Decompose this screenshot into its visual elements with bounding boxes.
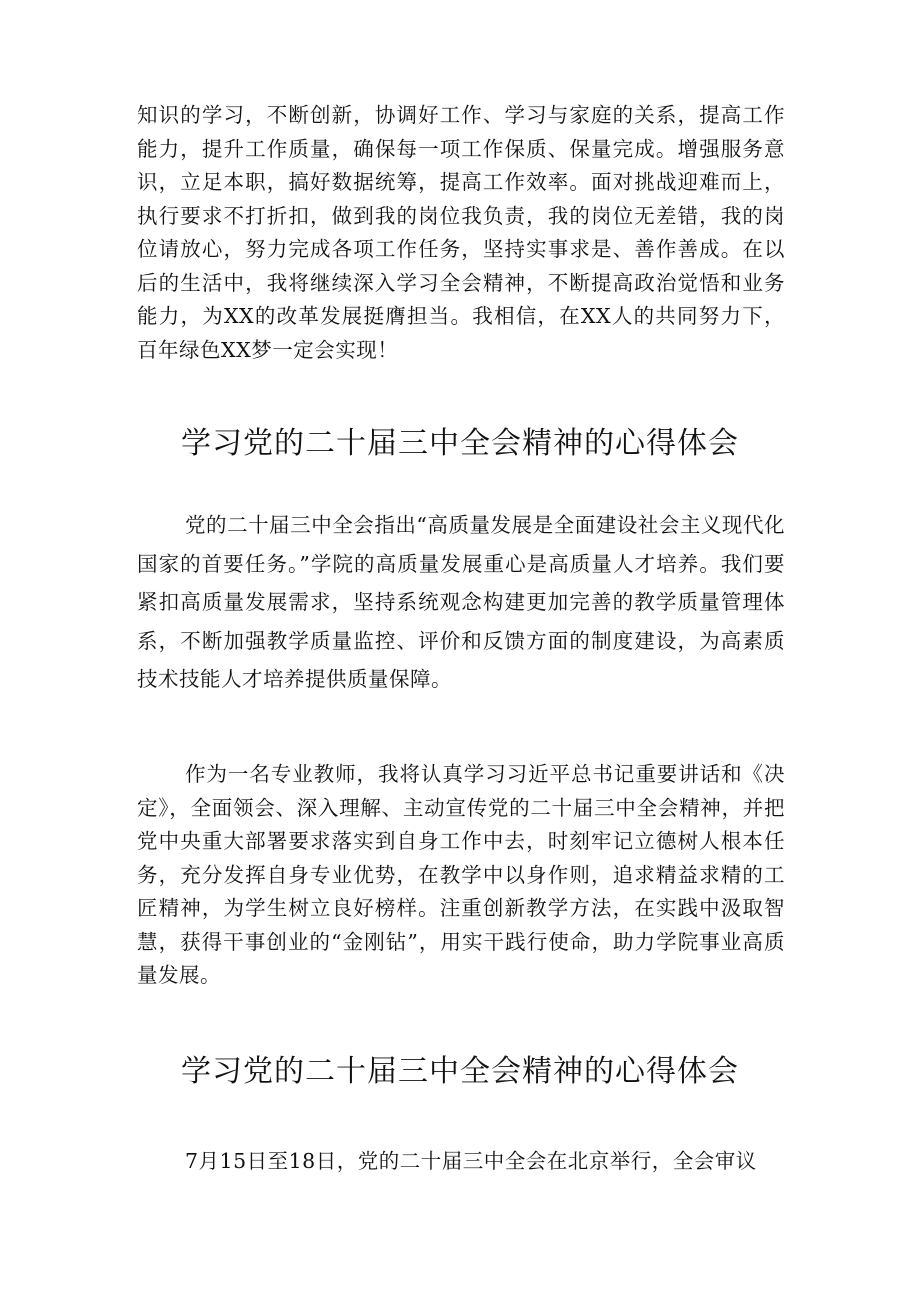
section-paragraph: 作为一名专业教师，我将认真学习习近平总书记重要讲话和《决定》，全面领会、深入理解、主动宣传党的二十届三中全会精神，并把党中央重大部署要求落实到自身工作中去，时刻牢记立德树人根本任务，充分发挥自身专业优势，在教学中以身作则，追求精益求精的工匠精神，为学生树立良好榜样。注重创新教学方法，在实践中汲取智慧，获得干事创业的“金刚钻”，用实干践行使命，助力学院事业高质量发展。: [137, 762, 785, 987]
section-title: 学习党的二十届三中全会精神的心得体会: [181, 1054, 739, 1089]
section-paragraph: 党的二十届三中全会指出“高质量发展是全面建设社会主义现代化国家的首要任务。”学院的高质量发展重心是高质量人才培养。我们要紧扣高质量发展需求，坚持系统观念构建更加完善的教学质量管理体系，不断加强教学质量监控、评价和反馈方面的制度建设，为高素质技术技能人才培养提供质量保障。: [137, 513, 785, 691]
section-paragraph: 7月15日至18日，党的二十届三中全会在北京举行，全会审议: [185, 1149, 757, 1173]
continuation-paragraph: 知识的学习，不断创新，协调好工作、学习与家庭的关系，提高工作能力，提升工作质量，确保每一项工作保质、保量完成。增强服务意识，立足本职，搞好数据统筹，提高工作效率。面对挑战迎难而上，执行要求不打折扣，做到我的岗位我负责，我的岗位无差错，我的岗位请放心，努力完成各项工作任务，坚持实事求是、善作善成。在以后的生活中，我将继续深入学习全会精神，不断提高政治觉悟和业务能力，为XX的改革发展挺膺担当。我相信，在XX人的共同努力下，百年绿色XX梦一定会实现！: [137, 103, 785, 362]
section-title: 学习党的二十届三中全会精神的心得体会: [181, 426, 739, 461]
